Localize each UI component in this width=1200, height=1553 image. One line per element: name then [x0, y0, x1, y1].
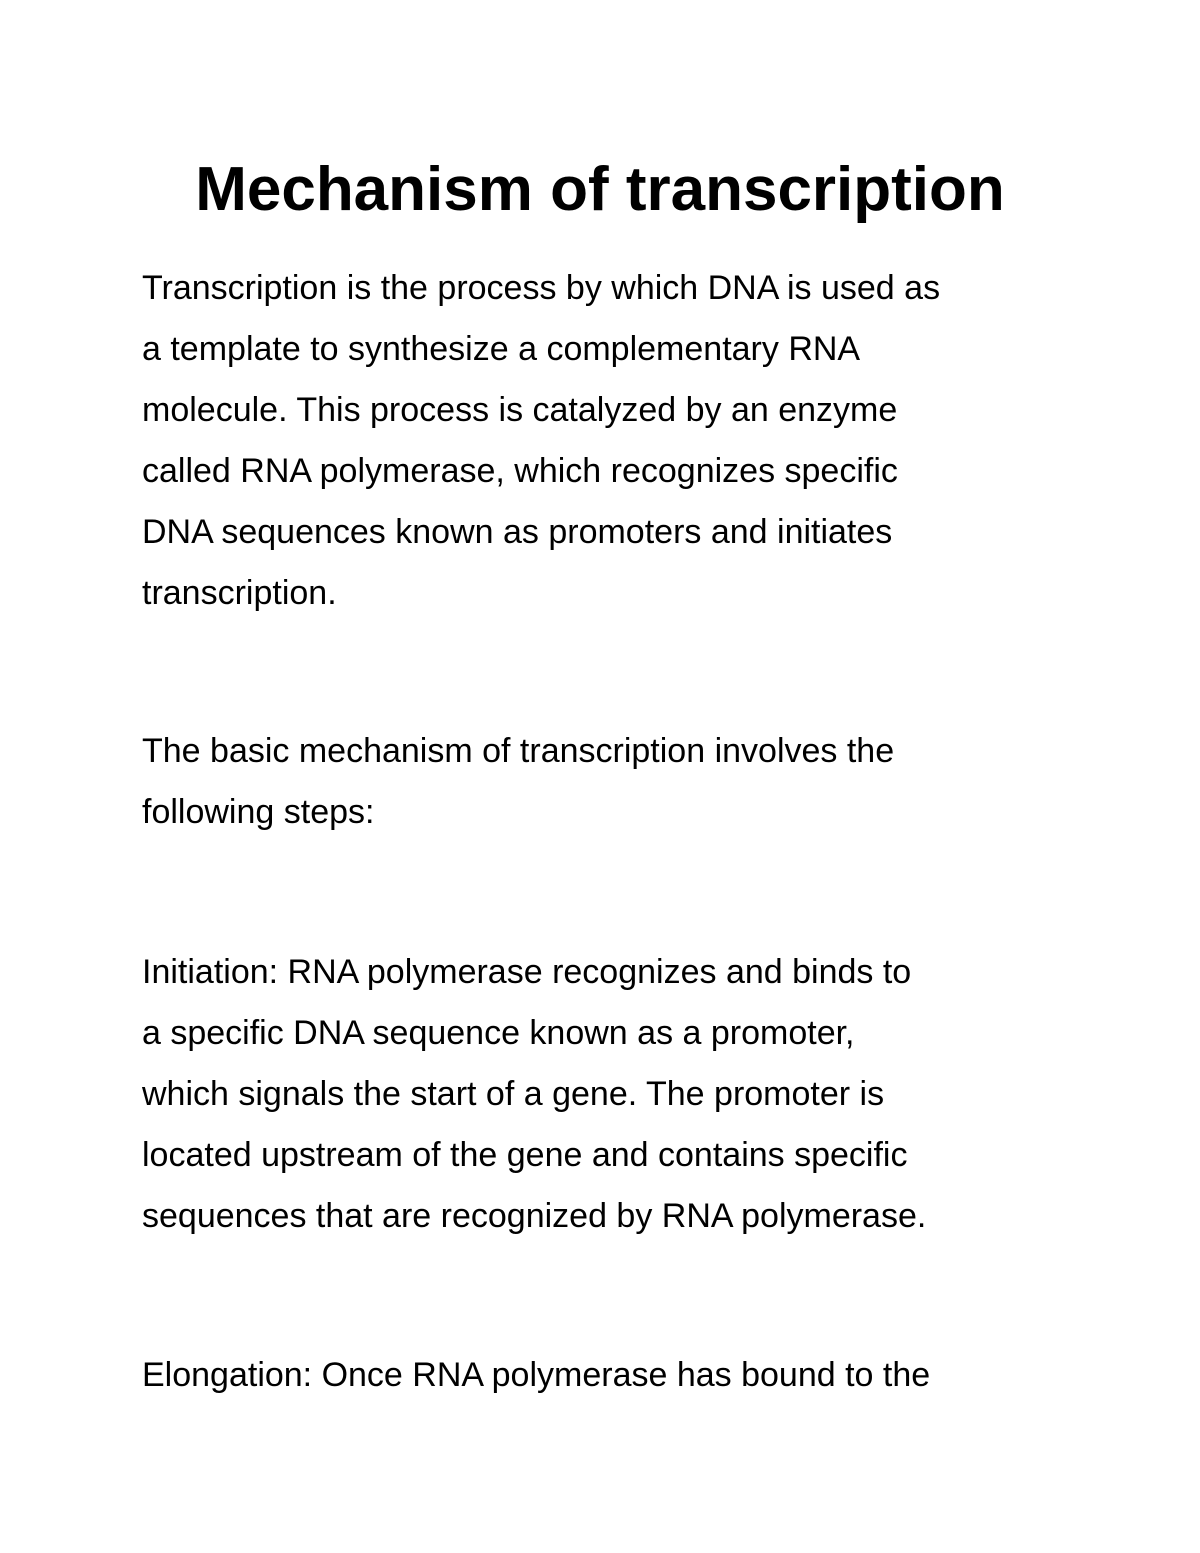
paragraph-intro: [142, 258, 1082, 624]
paragraph-elongation: [142, 1345, 1082, 1406]
paragraph-line: called RNA polymerase, which recognizes specific: [142, 452, 898, 490]
paragraph-steps-intro: [142, 721, 1082, 843]
paragraph-line: which signals the start of a gene. The promoter is: [142, 1075, 885, 1113]
paragraph-line: The basic mechanism of transcription involves the: [142, 732, 895, 770]
paragraph-line: Elongation: Once RNA polymerase has bound to the: [142, 1356, 931, 1394]
paragraph-line: located upstream of the gene and contains specific: [142, 1136, 908, 1174]
paragraph-line: a template to synthesize a complementary RNA: [142, 330, 861, 368]
paragraph-line: Initiation: RNA polymerase recognizes and binds to: [142, 953, 912, 991]
paragraph-line: DNA sequences known as promoters and initiates: [142, 513, 893, 551]
paragraph-initiation: [142, 942, 1082, 1247]
paragraph-line: molecule. This process is catalyzed by an enzyme: [142, 391, 898, 429]
paragraph-line: following steps:: [142, 793, 375, 831]
page-title: Mechanism of transcription: [195, 155, 1005, 224]
paragraph-line: Transcription is the process by which DNA is used as: [142, 269, 941, 307]
paragraph-line: transcription.: [142, 574, 337, 612]
paragraph-line: sequences that are recognized by RNA polymerase.: [142, 1197, 927, 1235]
paragraph-line: a specific DNA sequence known as a promoter,: [142, 1014, 855, 1052]
